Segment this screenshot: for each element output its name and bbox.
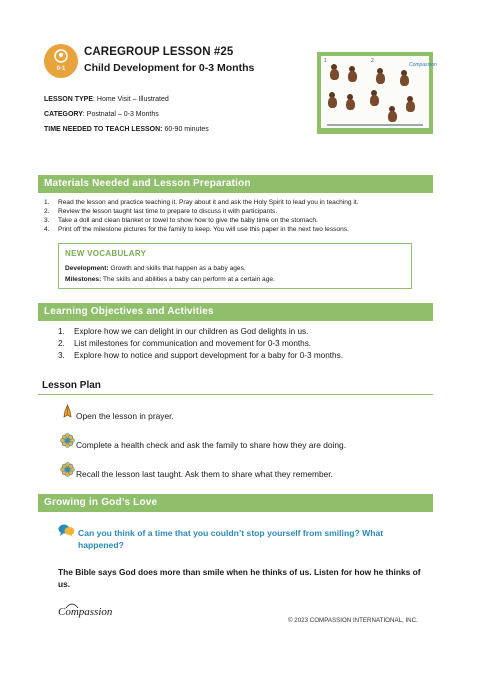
materials-section-heading: Materials Needed and Lesson Preparation (38, 175, 433, 193)
list-item: 3. Take a doll and clean blanket or towel to show how to give the baby time on the stomach. (44, 217, 318, 224)
lesson-type-line (44, 96, 169, 103)
flower-icon (60, 462, 75, 477)
thumbnail-sheet (321, 56, 437, 128)
vocabulary-entry: Milestones: The skills and abilities a baby can perform at a certain age. (65, 276, 275, 283)
list-item: 1. Read the lesson and practice teaching it. Pray about it and ask the Holy Spirit to lead you in teaching it. (44, 199, 359, 206)
flower-icon (60, 433, 75, 448)
category-value: : Postnatal – 0-3 Months (82, 111, 159, 118)
thumbnail-label: 1 (324, 58, 327, 64)
lesson-plan-step: Complete a health check and ask the family to share how they are doing. (76, 440, 347, 450)
time-needed-value: 60-90 minutes (162, 126, 209, 133)
lesson-type-label: LESSON TYPE (44, 96, 94, 103)
lesson-plan-step: Recall the lesson last taught. Ask them to share what they remember. (76, 469, 333, 479)
lesson-type-value: : Home Visit – Illustrated (93, 96, 169, 103)
speech-bubbles-icon (58, 523, 75, 538)
materials-list (44, 198, 359, 234)
baby-figure (400, 75, 409, 86)
thumbnail-footer-line (327, 124, 423, 126)
list-item: 1. Explore how we can delight in our children as God delights in us. (58, 327, 309, 336)
baby-figure (328, 97, 337, 108)
growing-section-heading: Growing in God’s Love (38, 494, 433, 512)
objectives-section-heading: Learning Objectives and Activities (38, 303, 433, 321)
lesson-subtitle: Child Development for 0-3 Months (84, 62, 255, 74)
category-label: CATEGORY (44, 111, 83, 118)
milestone-pictures-thumbnail (317, 52, 437, 134)
lesson-age-logo (44, 44, 78, 78)
logo-age-label: 0-1 (56, 66, 66, 72)
time-needed-line (44, 126, 209, 133)
baby-figure (388, 111, 397, 122)
thumbnail-label: 2 (371, 58, 374, 64)
vocabulary-box (58, 243, 412, 289)
bible-intro-text: The Bible says God does more than smile when he thinks of us. Listen for how he thinks of us. (58, 567, 421, 589)
list-item: 2. List milestones for communication and movement for 0-3 months. (58, 339, 312, 348)
discussion-question: Can you think of a time that you couldn’t stop yourself from smiling? What happened? (78, 528, 384, 550)
copyright-notice: © 2023 COMPASSION INTERNATIONAL, INC. (288, 617, 418, 624)
compassion-logo: Compassion (58, 606, 113, 618)
objectives-list (58, 326, 343, 362)
baby-figure (406, 101, 415, 112)
baby-figure (370, 95, 379, 106)
baby-figure (330, 69, 339, 80)
lesson-plan-heading: Lesson Plan (38, 377, 433, 395)
list-item: 4. Print off the milestone pictures for the family to keep. You will use this paper in the next two lessons. (44, 226, 349, 233)
baby-figure (348, 71, 357, 82)
category-line (44, 111, 159, 118)
baby-figure (376, 73, 385, 84)
lesson-title: CAREGROUP LESSON #25 (84, 46, 234, 58)
baby-figure (346, 99, 355, 110)
baby-icon (51, 48, 71, 66)
lesson-plan-step: Open the lesson in prayer. (76, 411, 174, 421)
vocabulary-title: NEW VOCABULARY (65, 249, 147, 258)
praying-hands-icon (60, 404, 75, 419)
vocabulary-entry: Development: Growth and skills that happen as a baby ages. (65, 265, 246, 272)
time-needed-label: TIME NEEDED TO TEACH LESSON: (44, 126, 163, 133)
list-item: 3. Explore how to notice and support development for a baby for 0-3 months. (58, 351, 343, 360)
list-item: 2. Review the lesson taught last time to prepare to discuss it with participants. (44, 208, 278, 215)
thumbnail-brand: Compassion (409, 62, 437, 68)
